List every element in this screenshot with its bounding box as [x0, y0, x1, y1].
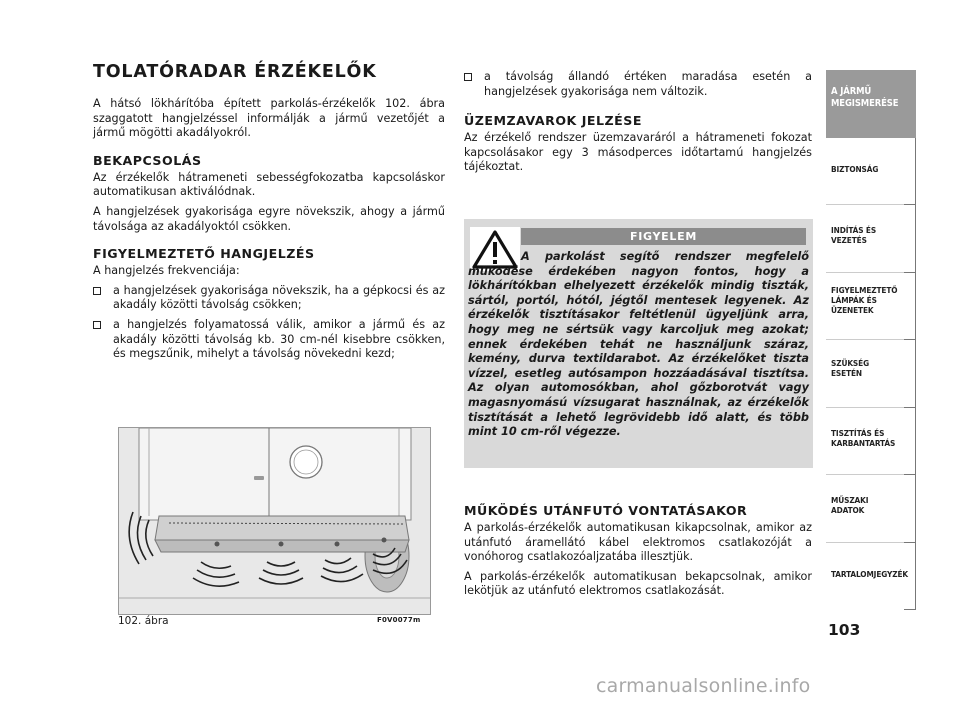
tab-muszaki-adatok[interactable] — [826, 475, 916, 543]
tab-label: INDÍTÁS ÉS VEZETÉS — [831, 225, 877, 246]
tab-label: BIZTONSÁG — [831, 163, 879, 174]
tab-label: SZÜKSÉG ESETÉN — [831, 358, 870, 379]
bekapcsolas-paragraph-1: Az érzékelők hátrameneti sebességfokozatba kapcsoláskor automatikusan aktiválódnak. — [93, 170, 445, 199]
frekvencia-paragraph: A hangjelzés frekvenciája: — [93, 264, 240, 278]
warning-box — [464, 219, 813, 468]
page-title: TOLATÓRADAR ÉRZÉKELŐK — [93, 62, 377, 82]
warning-label: FIGYELEM — [521, 228, 806, 245]
rear-van-illustration — [119, 428, 430, 614]
list-item — [464, 70, 812, 99]
heading-figyelmezteto: FIGYELMEZTETŐ HANGJELZÉS — [93, 246, 315, 262]
left-column — [93, 62, 445, 367]
tab-szukseg-eseten[interactable] — [826, 340, 916, 408]
tab-label: TARTALOMJEGYZÉK — [831, 568, 909, 579]
intro-paragraph: A hátsó lökhárítóba épített parkolás-érzékelők 102. ábra szaggatott hangjelzéssel informálják a jármű vezetőjét a jármű mögötti akadályokról. — [93, 97, 445, 140]
right-column — [464, 70, 812, 180]
tab-tisztitas-es-karbantartas[interactable] — [826, 408, 916, 476]
tab-biztonsag[interactable] — [826, 138, 916, 206]
heading-bekapcsolas: BEKAPCSOLÁS — [93, 152, 202, 168]
utanfuto-section — [464, 503, 812, 604]
list-item — [93, 284, 445, 313]
page-number: 103 — [828, 621, 861, 639]
list-item-text: a hangjelzés folyamatossá válik, amikor a jármű és az akadály közötti távolság kb. 30 cm-nél kisebbre csökken, és megszűnik, mihelyt a távolság növekedni kezd; — [113, 317, 445, 361]
tab-label: MŰSZAKI ADATOK — [831, 495, 869, 516]
tab-a-jarmu-megismerese[interactable] — [826, 70, 916, 138]
heading-uzemzavarok: ÜZEMZAVAROK JELZÉSE — [464, 113, 642, 129]
uzemzavarok-paragraph: Az érzékelő rendszer üzemzavaráról a hátrameneti fokozat kapcsolásakor egy 3 másodperces időtartamú hangjelzés tájékoztat. — [464, 131, 812, 174]
tab-figyelmezteto-lampak[interactable] — [826, 273, 916, 341]
utanfuto-paragraph-2: A parkolás-érzékelők automatikusan bekapcsolnak, amikor lekötjük az utánfutó elektromos csatlakozását. — [464, 569, 812, 598]
checkbox-bullet-icon — [93, 287, 101, 295]
watermark-text: carmanualsonline.info — [596, 675, 811, 697]
list-item — [93, 318, 445, 362]
warning-text — [468, 250, 809, 440]
bekapcsolas-paragraph-2: A hangjelzések gyakorisága egyre növekszik, ahogy a jármű távolsága az akadályoktól csökken. — [93, 204, 445, 233]
list-item-text: a hangjelzések gyakorisága növekszik, ha a gépkocsi és az akadály közötti távolság csökken; — [113, 283, 445, 312]
checkbox-bullet-icon — [93, 321, 101, 329]
tab-inditas-es-vezetes[interactable] — [826, 205, 916, 273]
tab-label: FIGYELMEZTETŐ LÁMPÁK ÉS ÜZENETEK — [831, 284, 898, 316]
figure-code: F0V0077m — [377, 616, 421, 624]
figure-caption: 102. ábra — [118, 615, 169, 627]
warning-text-content: A parkolást segítő rendszer megfelelő működése érdekében nagyon fontos, hogy a lökhárítókban elhelyezett érzékelők mindig tiszták, sártól, portól, hótól, jégtől mentesek legyenek. Az érzékelők tisztításakor feltétlenül ügyeljünk arra, hogy meg ne sértsük vagy karcoljuk meg azokat; ennek érdekében tehát ne használjunk száraz, kemény, durva textildarabot. Az érzékelőket tiszta vízzel, esetleg autósampon hozzáadásával tisztítsa. Az olyan automosókban, ahol gőzborotvát vagy magasnyomású vízsugarat használnak, az érzékelők tisztítását a lehető legrövidebb idő alatt, és több mint 10 cm-ről végezze. — [468, 250, 809, 439]
tab-label: TISZTÍTÁS ÉS KARBANTARTÁS — [831, 427, 896, 448]
utanfuto-paragraph-1: A parkolás-érzékelők automatikusan kikapcsolnak, amikor az utánfutó áramellátó kábel elektromos csatlakozóját a vonóhorog csatlakozóaljzatába illesztjük. — [464, 521, 812, 564]
list-item-text: a távolság állandó értéken maradása esetén a hangjelzések gyakorisága nem változik. — [484, 70, 812, 98]
tab-label: A JÁRMŰ MEGISMERÉSE — [831, 86, 899, 109]
checkbox-bullet-icon — [464, 73, 472, 81]
figure-rear-bumper-sensors — [118, 427, 431, 615]
chapter-tabs — [826, 70, 916, 610]
heading-utanfuto: MŰKÖDÉS UTÁNFUTÓ VONTATÁSAKOR — [464, 503, 748, 518]
tab-tartalomjegyzek[interactable] — [826, 543, 916, 611]
